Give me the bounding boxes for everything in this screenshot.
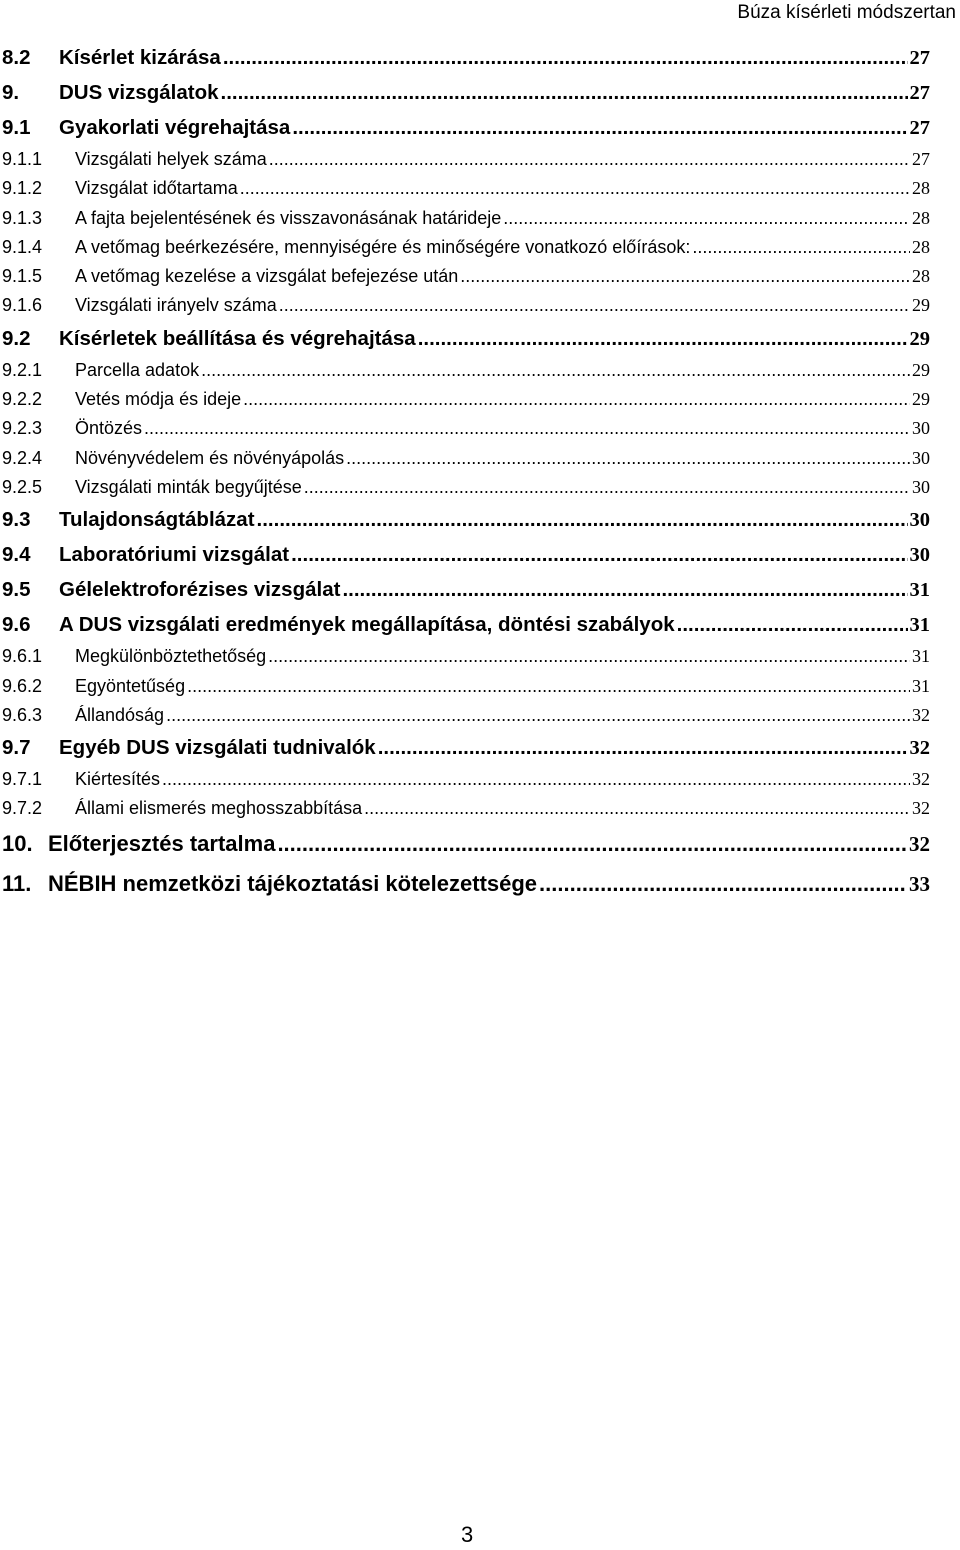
dot-leader <box>187 672 910 701</box>
toc-entry-number: 9.1 <box>2 116 31 139</box>
dot-leader <box>677 607 908 642</box>
toc-entry-number: 9.1.5 <box>2 266 43 287</box>
toc-entry-page: 29 <box>909 327 930 350</box>
toc-entry[interactable] <box>2 824 930 864</box>
toc-entry-page: 28 <box>912 266 930 287</box>
toc-entry[interactable] <box>2 701 930 730</box>
toc-entry[interactable] <box>2 642 930 671</box>
toc-entry-number: 9.7.2 <box>2 798 43 819</box>
toc-entry[interactable] <box>2 385 930 414</box>
toc-entry[interactable] <box>2 174 930 203</box>
toc-entry[interactable] <box>2 794 930 823</box>
toc-entry-page: 28 <box>912 236 930 257</box>
toc-entry-page: 30 <box>912 476 930 497</box>
toc-entry[interactable] <box>2 356 930 385</box>
toc-entry-title: A vetőmag kezelése a vizsgálat befejezése után <box>75 266 459 287</box>
dot-leader <box>503 204 910 233</box>
running-header: Búza kísérleti módszertan <box>737 2 956 23</box>
toc-entry-number: 9.7.1 <box>2 769 43 790</box>
toc-entry-page: 32 <box>912 798 930 819</box>
toc-entry-title: Tulajdonságtáblázat <box>59 508 255 532</box>
toc-entry-title: Növényvédelem és növényápolás <box>75 447 345 468</box>
toc-entry-number: 9.2.5 <box>2 476 43 497</box>
toc-entry[interactable] <box>2 145 930 174</box>
toc-entry-title: Öntözés <box>75 418 143 439</box>
toc-entry-page: 27 <box>909 82 930 104</box>
dot-leader <box>240 174 910 203</box>
dot-leader <box>166 701 910 730</box>
dot-leader <box>144 414 910 443</box>
toc-entry-number: 9.2 <box>2 326 31 350</box>
toc-entry[interactable] <box>2 765 930 794</box>
toc-entry[interactable] <box>2 672 930 701</box>
dot-leader <box>269 145 910 174</box>
toc-entry[interactable] <box>2 414 930 443</box>
toc-entry-title: Vizsgálati irányelv száma <box>75 295 277 316</box>
toc-entry-title: Vizsgálat időtartama <box>75 178 238 199</box>
toc-entry[interactable] <box>2 730 930 765</box>
toc-entry-number: 9.2.3 <box>2 418 43 439</box>
toc-entry-title: DUS vizsgálatok <box>59 81 219 104</box>
toc-entry[interactable] <box>2 40 930 75</box>
toc-entry[interactable] <box>2 473 930 502</box>
toc-entry-page: 31 <box>909 579 930 602</box>
toc-entry-title: Laboratóriumi vizsgálat <box>59 543 290 567</box>
toc-entry[interactable] <box>2 262 930 291</box>
dot-leader <box>279 291 910 320</box>
dot-leader <box>346 444 910 473</box>
toc-entry-title: Megkülönböztethetőség <box>75 646 267 667</box>
toc-entry-title: Gyakorlati végrehajtása <box>59 116 291 139</box>
dot-leader <box>460 262 910 291</box>
dot-leader <box>342 572 907 607</box>
toc-entry-title: Vizsgálati minták begyűjtése <box>75 476 302 497</box>
toc-entry-number: 9.2.1 <box>2 359 43 380</box>
dot-leader <box>418 321 908 356</box>
dot-leader <box>201 356 910 385</box>
dot-leader <box>292 110 907 145</box>
toc-entry-page: 28 <box>912 207 930 228</box>
toc-entry-title: Gélelektroforézises vizsgálat <box>59 578 341 602</box>
table-of-contents <box>2 40 930 904</box>
dot-leader <box>257 502 908 537</box>
toc-entry-page: 29 <box>912 359 930 380</box>
dot-leader <box>291 537 907 572</box>
toc-entry-title: Kísérletek beállítása és végrehajtása <box>59 326 416 350</box>
page-number: 3 <box>461 1522 474 1547</box>
toc-entry-page: 32 <box>909 831 930 856</box>
toc-entry-title: A fajta bejelentésének és visszavonásának határideje <box>75 207 502 228</box>
toc-entry-page: 32 <box>912 704 930 725</box>
toc-entry-title: Kiértesítés <box>75 769 161 790</box>
toc-entry-page: 30 <box>909 544 930 567</box>
toc-entry[interactable] <box>2 321 930 356</box>
toc-entry-title: Kísérlet kizárása <box>59 46 221 69</box>
dot-leader <box>162 765 910 794</box>
toc-entry-page: 27 <box>909 117 930 139</box>
toc-entry-page: 31 <box>912 675 930 696</box>
toc-entry[interactable] <box>2 291 930 320</box>
toc-entry[interactable] <box>2 233 930 262</box>
toc-entry[interactable] <box>2 537 930 572</box>
toc-entry-page: 29 <box>912 295 930 316</box>
toc-entry-number: 9.4 <box>2 543 31 567</box>
toc-entry-page: 32 <box>909 737 930 760</box>
toc-entry-title: Vizsgálati helyek száma <box>75 149 267 169</box>
dot-leader <box>539 864 907 904</box>
toc-entry-number: 9.5 <box>2 578 31 602</box>
toc-entry-number: 9.3 <box>2 508 31 532</box>
dot-leader <box>221 75 908 110</box>
toc-entry[interactable] <box>2 864 930 904</box>
toc-entry[interactable] <box>2 502 930 537</box>
toc-entry-number: 9.1.3 <box>2 207 43 228</box>
toc-entry-title: A DUS vizsgálati eredmények megállapítása, döntési szabályok <box>59 613 675 637</box>
toc-entry-number: 9.1.4 <box>2 236 43 257</box>
dot-leader <box>268 642 910 671</box>
dot-leader <box>243 385 910 414</box>
dot-leader <box>304 473 910 502</box>
toc-entry-number: 9.1.1 <box>2 149 43 169</box>
toc-entry[interactable] <box>2 572 930 607</box>
toc-entry-number: 11. <box>2 870 32 896</box>
toc-entry-number: 10. <box>2 830 33 856</box>
toc-entry-page: 33 <box>909 871 930 896</box>
dot-leader <box>223 40 908 75</box>
toc-entry-page: 27 <box>909 47 930 69</box>
dot-leader <box>364 794 910 823</box>
toc-entry[interactable] <box>2 444 930 473</box>
toc-entry[interactable] <box>2 204 930 233</box>
toc-entry-page: 31 <box>909 614 930 637</box>
toc-entry-title: Állami elismerés meghosszabbítása <box>75 798 363 819</box>
toc-entry-page: 27 <box>912 149 930 169</box>
toc-entry-title: Egyöntetűség <box>75 675 186 696</box>
toc-entry-title: Egyéb DUS vizsgálati tudnivalók <box>59 736 376 760</box>
toc-entry-number: 9.6.3 <box>2 704 43 725</box>
toc-entry-title: A vetőmag beérkezésére, mennyiségére és minőségére vonatkozó előírások: <box>75 236 691 257</box>
toc-entry-title: Vetés módja és ideje <box>75 389 242 410</box>
toc-entry-page: 32 <box>912 769 930 790</box>
toc-entry-number: 9.6 <box>2 613 31 637</box>
toc-entry-number: 9.6.1 <box>2 646 43 667</box>
toc-entry-page: 28 <box>912 178 930 199</box>
toc-entry[interactable] <box>2 607 930 642</box>
toc-entry-title: Állandóság <box>75 704 165 725</box>
toc-entry-page: 30 <box>912 418 930 439</box>
toc-entry-number: 9.7 <box>2 736 31 760</box>
dot-leader <box>277 824 907 864</box>
toc-entry-page: 31 <box>912 646 930 667</box>
toc-entry-page: 30 <box>912 447 930 468</box>
toc-entry-number: 9. <box>2 81 20 104</box>
toc-entry-number: 9.1.2 <box>2 178 43 199</box>
toc-entry-page: 30 <box>909 509 930 532</box>
toc-entry-title: Parcella adatok <box>75 359 200 380</box>
toc-entry-number: 9.2.4 <box>2 447 43 468</box>
toc-entry[interactable] <box>2 110 930 145</box>
toc-entry-title: Előterjesztés tartalma <box>48 830 276 856</box>
toc-entry-number: 8.2 <box>2 46 31 69</box>
dot-leader <box>692 233 910 262</box>
toc-entry-page: 29 <box>912 389 930 410</box>
dot-leader <box>378 730 908 765</box>
toc-entry-number: 9.2.2 <box>2 389 43 410</box>
toc-entry-title: NÉBIH nemzetközi tájékoztatási kötelezettsége <box>48 870 538 896</box>
toc-entry-number: 9.6.2 <box>2 675 43 696</box>
toc-entry[interactable] <box>2 75 930 110</box>
toc-entry-number: 9.1.6 <box>2 295 43 316</box>
